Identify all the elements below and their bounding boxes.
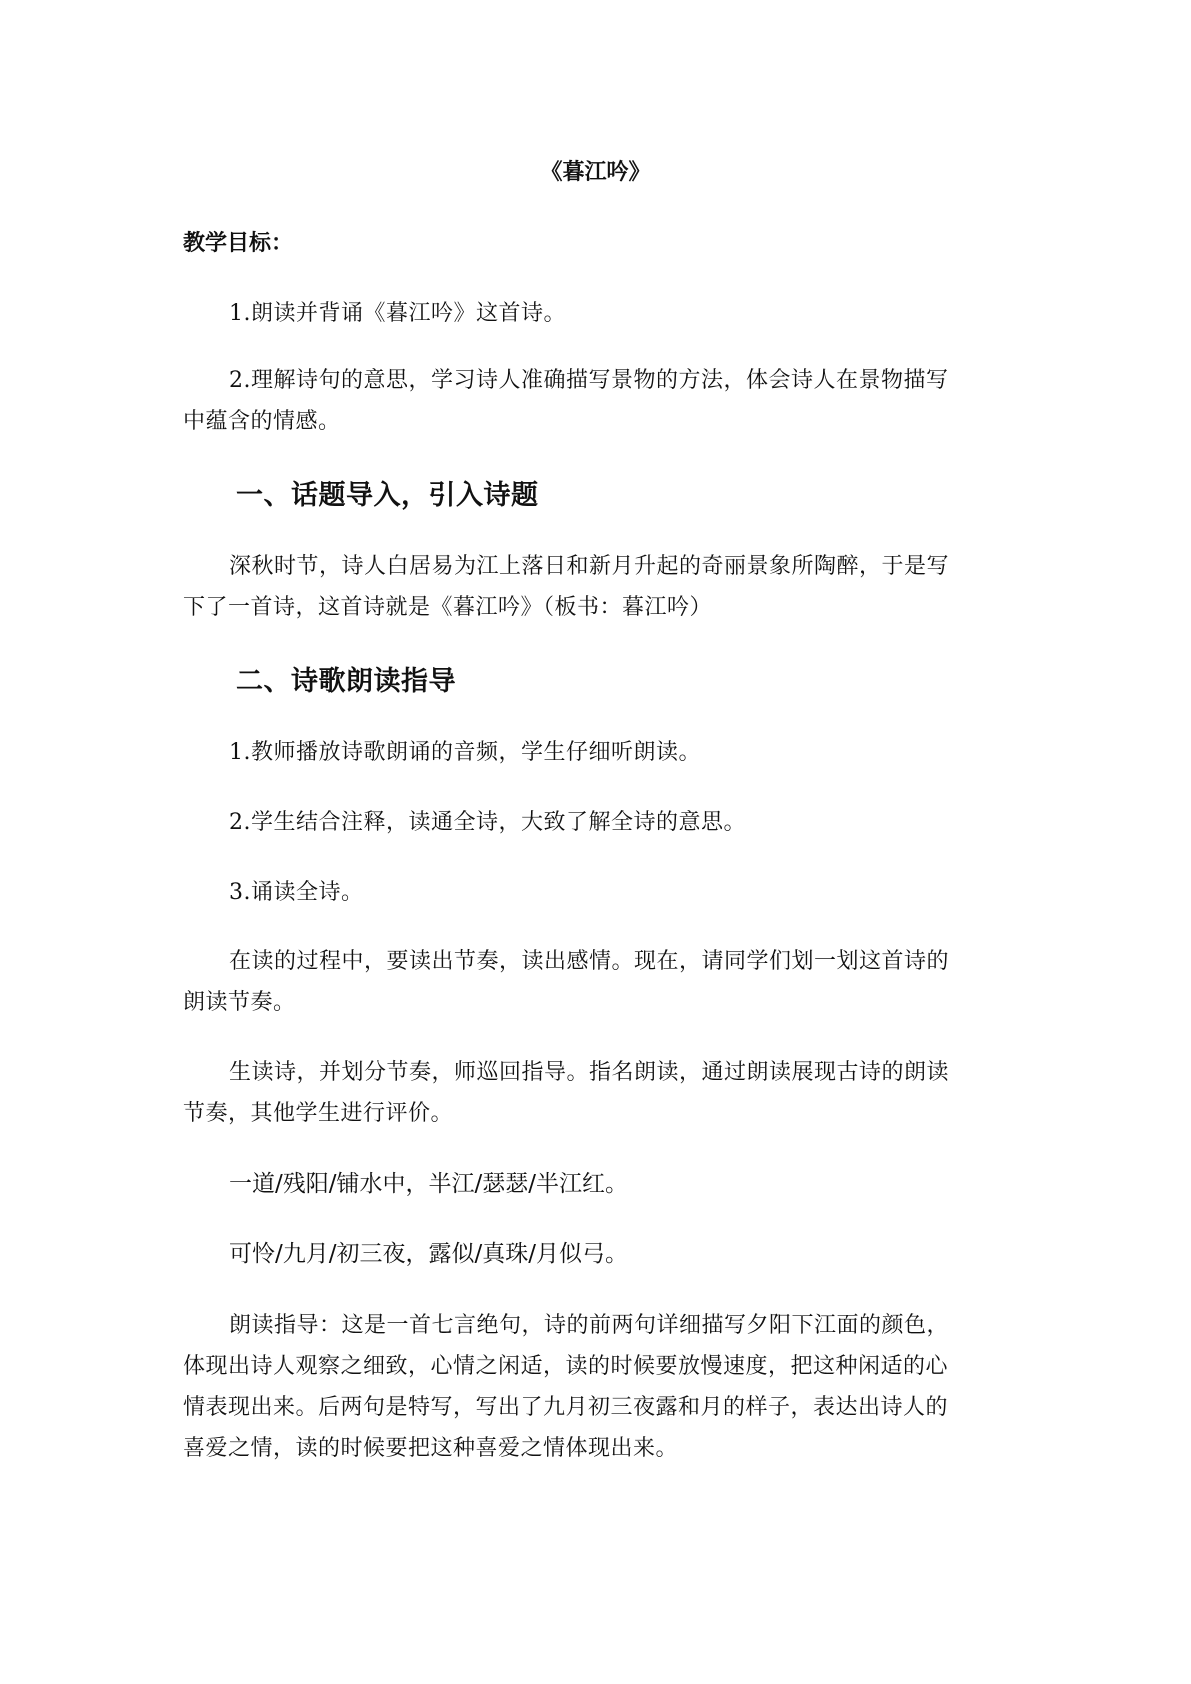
objectives-label: 教学目标： xyxy=(183,231,294,256)
document-title: 《暮江吟》 xyxy=(540,160,651,185)
paragraph-line: 节奏，其他学生进行评价。 xyxy=(183,1101,454,1126)
paragraph-line: 下了一首诗，这首诗就是《暮江吟》（板书：暮江吟） xyxy=(183,595,713,620)
guide-line: 情表现出来。后两句是特写，写出了九月初三夜露和月的样子，表达出诗人的 xyxy=(183,1395,949,1420)
objective-item-1: 1.朗读并背诵《暮江吟》这首诗。 xyxy=(229,301,566,326)
paragraph-line: 深秋时节，诗人白居易为江上落日和新月升起的奇丽景象所陶醉，于是写 xyxy=(229,554,950,579)
guide-line: 朗读指导：这是一首七言绝句，诗的前两句详细描写夕阳下江面的颜色， xyxy=(229,1313,950,1338)
paragraph-line: 朗读节奏。 xyxy=(183,990,296,1015)
paragraph-line: 在读的过程中，要读出节奏，读出感情。现在，请同学们划一划这首诗的 xyxy=(229,949,950,974)
poem-verse-2: 可怜/九月/初三夜，露似/真珠/月似弓。 xyxy=(229,1241,628,1267)
paragraph-line: 生读诗，并划分节奏，师巡回指导。指名朗读，通过朗读展现古诗的朗读 xyxy=(229,1060,950,1085)
poem-verse-1: 一道/残阳/铺水中，半江/瑟瑟/半江红。 xyxy=(229,1171,628,1197)
step-item-3: 3.诵读全诗。 xyxy=(229,880,364,905)
step-item-2: 2.学生结合注释，读通全诗，大致了解全诗的意思。 xyxy=(229,810,746,835)
section-heading-2: 二、诗歌朗读指导 xyxy=(236,666,456,697)
guide-line: 体现出诗人观察之细致，心情之闲适，读的时候要放慢速度，把这种闲适的心 xyxy=(183,1354,949,1379)
objective-item-2: 2.理解诗句的意思，学习诗人准确描写景物的方法，体会诗人在景物描写 xyxy=(229,368,949,393)
section-heading-1: 一、话题导入，引入诗题 xyxy=(236,480,539,511)
guide-line: 喜爱之情，读的时候要把这种喜爱之情体现出来。 xyxy=(183,1436,679,1461)
step-item-1: 1.教师播放诗歌朗诵的音频，学生仔细听朗读。 xyxy=(229,740,701,765)
objective-item-2-cont: 中蕴含的情感。 xyxy=(183,409,341,434)
